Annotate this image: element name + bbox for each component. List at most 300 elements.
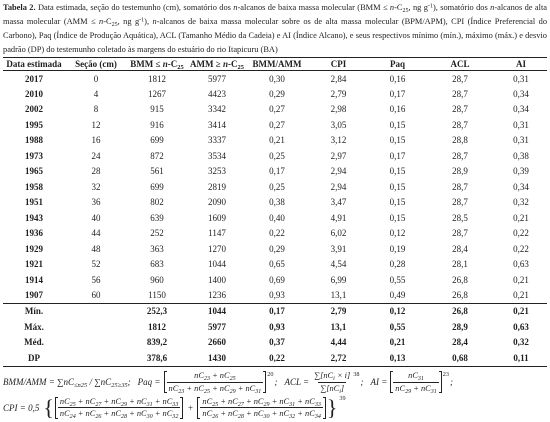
- value-cell: 0,21: [269, 135, 285, 146]
- value-cell: 960: [150, 274, 164, 285]
- subscript: 31: [289, 401, 296, 408]
- summary-body: [3, 303, 547, 366]
- data-table: [3, 57, 547, 367]
- value-cell: 28,5: [452, 212, 468, 223]
- text-run: + nC: [127, 409, 147, 418]
- text-run: -alcanos de baixa massa molecular (BMM ≤: [237, 3, 390, 12]
- summary-value: 28,9: [452, 321, 468, 332]
- value-cell: 0,38: [269, 197, 285, 208]
- formula-ai-bracket: [390, 371, 441, 393]
- year-cell: 1951: [25, 197, 43, 208]
- text-run: -C: [103, 17, 112, 26]
- value-cell: 3253: [208, 166, 226, 177]
- summary-value: 0,12: [370, 303, 425, 319]
- bracket-right: [439, 371, 442, 393]
- value-cell: 28,7: [452, 181, 468, 192]
- table-row: [3, 210, 547, 226]
- value-cell: 2,94: [330, 166, 347, 177]
- value-cell: 32: [91, 181, 101, 192]
- value-cell: 0,25: [269, 150, 285, 161]
- summary-label: DP: [3, 350, 65, 366]
- value-cell: 0,22: [513, 243, 529, 254]
- subscript: i: [333, 375, 335, 382]
- summary-value: 0,63: [513, 321, 529, 332]
- year-cell: 1965: [25, 166, 43, 177]
- value-cell: 0,15: [389, 212, 406, 223]
- value-cell: 0,22: [269, 228, 285, 239]
- subscript: 31: [417, 375, 424, 382]
- text-run: -alcanos de baixa massa molecular sobre os de alta massa molecular (BPM/APM), CPI (Índice Preferencial do Carbono), Paq (Índice de Produção Aquática), ACL (Tamanho Médio da Cadeia) e AI (Índice Alcano), e seus respectivos mínimo (mín.), máximo (máx.) e desvio padrão (DP) do testemunho coletado às margens do estuário do rio Itapicuru (BA): [3, 17, 548, 54]
- column-header: [307, 58, 370, 71]
- value-cell: 0,29: [269, 243, 285, 254]
- value-cell: 0,15: [389, 166, 406, 177]
- value-cell: 3342: [208, 104, 226, 115]
- text-run: -C: [394, 3, 403, 12]
- subscript: ≤n25: [73, 381, 88, 389]
- text-run: ∑[nC: [314, 371, 334, 380]
- text-run: + nC: [209, 371, 230, 380]
- fraction-denominator: [167, 382, 264, 394]
- value-cell: 0,65: [269, 259, 285, 270]
- fraction-numerator: [406, 371, 426, 382]
- reference-superscript: 20: [267, 371, 274, 378]
- value-cell: 2,97: [330, 150, 347, 161]
- value-cell: 0,93: [269, 290, 285, 300]
- subscript: 25: [402, 7, 409, 14]
- value-cell: 0,17: [389, 150, 406, 161]
- summary-value: 839,2: [146, 337, 168, 348]
- summary-row: [3, 303, 547, 319]
- value-cell: 0,21: [513, 290, 529, 300]
- text-run: Data estimada: [6, 58, 62, 69]
- italic-run: n: [490, 3, 495, 12]
- value-cell: 28,4: [452, 243, 468, 254]
- value-cell: 28,7: [452, 197, 468, 208]
- value-cell: 1609: [208, 212, 226, 223]
- summary-value: 2660: [208, 337, 226, 348]
- value-cell: 28: [91, 166, 101, 177]
- text-run: + nC: [411, 383, 431, 393]
- value-cell: 44: [91, 228, 101, 239]
- table-caption: [3, 1, 547, 57]
- fraction-numerator: [58, 397, 180, 408]
- fraction-denominator: [200, 407, 322, 419]
- empty-cell: [65, 350, 127, 366]
- text-run: nC: [168, 383, 179, 393]
- value-cell: 699: [150, 135, 164, 146]
- bracket-left: [197, 397, 200, 419]
- reference-superscript: 39: [339, 395, 346, 402]
- value-cell: 1236: [208, 290, 226, 300]
- formula-ai-fraction: [393, 371, 438, 393]
- subscript: 23: [203, 375, 210, 382]
- subscript: 33: [172, 401, 179, 408]
- value-cell: 56: [91, 274, 101, 285]
- text-run: , ng g: [117, 17, 140, 26]
- summary-value: 1044: [187, 303, 247, 319]
- value-cell: 6,99: [330, 274, 347, 285]
- value-cell: 0,40: [269, 212, 285, 223]
- value-cell: 915: [150, 104, 164, 115]
- subscript: i: [339, 388, 341, 395]
- value-cell: 1267: [148, 88, 166, 99]
- value-cell: 1150: [148, 290, 166, 300]
- value-cell: 0,32: [513, 197, 529, 208]
- text-run: -alcanos de alta massa molecular (AMM ≤: [3, 3, 547, 26]
- value-cell: 0,15: [389, 181, 406, 192]
- value-cell: 916: [150, 119, 164, 130]
- table-row: [3, 117, 547, 133]
- text-run: + nC: [101, 409, 121, 418]
- formula-cpi-fraction-2: [200, 397, 322, 419]
- value-cell: 40: [91, 212, 101, 223]
- value-cell: 0,34: [513, 88, 529, 99]
- italic-run: n: [152, 17, 157, 26]
- table-row: [3, 241, 547, 257]
- summary-value: 0,68: [425, 350, 495, 366]
- value-cell: 52: [91, 259, 101, 270]
- text-run: + nC: [184, 383, 204, 393]
- year-cell: 1914: [25, 274, 43, 285]
- summary-value: 252,3: [127, 303, 187, 319]
- text-run: BMM/AMM = ∑nC: [3, 377, 74, 387]
- text-run: ;: [127, 377, 131, 387]
- table-row: [3, 148, 547, 164]
- year-cell: 1943: [25, 212, 43, 223]
- formula-acl-label: ACL =: [284, 377, 310, 387]
- bracket-right: [263, 371, 266, 393]
- year-cell: 1929: [25, 243, 43, 254]
- value-cell: 0,15: [389, 135, 406, 146]
- subscript: 25: [69, 401, 76, 408]
- subscript: 24: [69, 413, 76, 420]
- value-cell: 28,9: [452, 166, 468, 177]
- value-cell: 2,94: [330, 181, 347, 192]
- header-row: [3, 58, 547, 71]
- text-run: + nC: [235, 383, 256, 393]
- text-run: Data estimada, seção do testemunho (cm), somatório dos: [35, 3, 234, 12]
- value-cell: 12: [91, 119, 101, 130]
- text-run: nC: [59, 409, 70, 418]
- bracket-right: [180, 397, 183, 419]
- formula-separator: ;: [449, 377, 453, 387]
- value-cell: 6,02: [330, 228, 347, 239]
- text-run: + nC: [269, 396, 290, 406]
- column-header: [425, 58, 495, 71]
- value-cell: 2,98: [330, 104, 347, 115]
- formula-paq-fraction: [167, 371, 264, 393]
- text-run: nC: [395, 383, 406, 393]
- subscript: 33: [314, 401, 321, 408]
- subscript: 25: [237, 63, 244, 71]
- subscript: 32: [289, 413, 296, 420]
- reference-superscript: 38: [353, 371, 360, 378]
- text-run: AI: [515, 58, 526, 69]
- summary-row: [3, 350, 547, 366]
- text-run: + nC: [152, 409, 173, 418]
- text-run: / ∑nC: [87, 377, 112, 387]
- summary-value: 5977: [208, 321, 226, 332]
- text-run: + nC: [127, 396, 147, 406]
- table-row: [3, 86, 547, 102]
- subscript: 31: [146, 401, 153, 408]
- year-cell: 1958: [25, 181, 43, 192]
- value-cell: 0,31: [513, 119, 529, 130]
- value-cell: 2,79: [330, 88, 347, 99]
- table-row: [3, 288, 547, 304]
- summary-value: 1430: [187, 350, 247, 366]
- value-cell: 0,21: [513, 212, 529, 223]
- summary-row: [3, 319, 547, 335]
- summary-value: 0,93: [269, 321, 285, 332]
- summary-label: Máx.: [24, 321, 44, 332]
- text-run: + nC: [243, 396, 264, 406]
- value-cell: 0,69: [269, 274, 285, 285]
- superscript: -1: [139, 17, 145, 24]
- fraction-denominator: [393, 382, 438, 394]
- empty-cell: [65, 335, 127, 351]
- value-cell: 0,15: [389, 197, 406, 208]
- text-run: + nC: [243, 409, 264, 418]
- formula-line-2: [3, 395, 346, 420]
- subscript: 25: [212, 401, 219, 408]
- subscript: 30: [146, 413, 153, 420]
- subscript: 28: [120, 413, 128, 420]
- subscript: 34: [314, 413, 321, 420]
- fraction-numerator: [192, 371, 237, 382]
- year-cell: 1921: [25, 259, 43, 270]
- bracket-left: [55, 397, 58, 419]
- value-cell: 0,34: [513, 104, 529, 115]
- value-cell: 26,8: [452, 274, 468, 285]
- column-header: [247, 58, 307, 71]
- value-cell: 16: [91, 135, 101, 146]
- text-run: nC: [202, 409, 213, 418]
- text-run: + nC: [295, 409, 315, 418]
- year-cell: 1907: [25, 290, 43, 300]
- text-run: ACL: [450, 58, 470, 69]
- italic-run: n: [99, 17, 104, 26]
- table-header: [3, 58, 547, 71]
- summary-value: 0,37: [269, 337, 285, 348]
- value-cell: 26,8: [452, 290, 468, 300]
- text-run: , ng g: [408, 3, 428, 12]
- empty-cell: [65, 319, 127, 335]
- text-run: BMM ≤: [130, 58, 163, 69]
- text-run: nC: [202, 396, 213, 406]
- value-cell: 0,63: [513, 259, 529, 270]
- value-cell: 28,7: [452, 73, 468, 84]
- subscript: 29: [405, 388, 412, 395]
- value-cell: 0,38: [513, 150, 529, 161]
- text-run: ),: [144, 17, 153, 26]
- text-run: + nC: [295, 396, 315, 406]
- summary-value: 0,22: [247, 350, 307, 366]
- bracket-right: [323, 397, 326, 419]
- value-cell: 683: [150, 259, 164, 270]
- value-cell: 2819: [208, 181, 226, 192]
- value-cell: 48: [91, 243, 101, 254]
- value-cell: 28,7: [452, 228, 468, 239]
- subscript: 29: [229, 388, 236, 395]
- text-run: Paq: [389, 58, 405, 69]
- formula-cpi-fraction-1: [58, 397, 180, 419]
- value-cell: 0,28: [389, 259, 406, 270]
- value-cell: 3414: [208, 119, 226, 130]
- summary-value: 2,79: [307, 303, 370, 319]
- text-run: + nC: [218, 396, 238, 406]
- formula-paq-bracket: [164, 371, 267, 393]
- value-cell: 0: [93, 73, 99, 84]
- column-header: [127, 58, 187, 71]
- formula-notes: [3, 369, 547, 421]
- formula-bmm-amm: [3, 377, 131, 387]
- reference-superscript: 23: [442, 371, 449, 378]
- text-run: + nC: [152, 396, 173, 406]
- value-cell: 5977: [208, 73, 226, 84]
- value-cell: 0,15: [389, 119, 406, 130]
- fraction-numerator: [200, 397, 322, 408]
- subscript: 23: [178, 388, 185, 395]
- text-run: + nC: [269, 409, 290, 418]
- subscript: 29: [120, 401, 128, 408]
- formula-acl-fraction: [312, 371, 352, 393]
- value-cell: 0,31: [513, 135, 529, 146]
- brace-close: }: [326, 394, 338, 420]
- subscript: 29: [263, 401, 270, 408]
- value-cell: 2090: [208, 197, 226, 208]
- value-cell: 4423: [208, 88, 226, 99]
- value-cell: 872: [150, 150, 164, 161]
- value-cell: 1812: [148, 73, 166, 84]
- value-cell: 0,12: [389, 228, 406, 239]
- text-run: + nC: [101, 396, 121, 406]
- text-run: Seção (cm): [75, 58, 117, 69]
- text-run: + nC: [75, 396, 96, 406]
- text-run: ]: [340, 383, 345, 393]
- formula-cpi-bracket-1: [55, 397, 183, 419]
- value-cell: 1400: [208, 274, 226, 285]
- fraction-denominator: [58, 407, 180, 419]
- table-row: [3, 71, 547, 87]
- value-cell: 0,34: [513, 181, 529, 192]
- subscript: 26: [212, 413, 219, 420]
- value-cell: 0,39: [513, 166, 529, 177]
- value-cell: 60: [91, 290, 101, 300]
- summary-label: Méd.: [24, 337, 44, 348]
- value-cell: 4,54: [330, 259, 347, 270]
- formula-paq-label: Paq =: [137, 377, 161, 387]
- summary-value: 0,55: [389, 321, 406, 332]
- text-run: + nC: [209, 383, 230, 393]
- value-cell: 36: [91, 197, 101, 208]
- subscript: 32: [172, 413, 179, 420]
- value-cell: 1147: [208, 228, 226, 239]
- subscript: 31: [255, 388, 262, 395]
- value-cell: 802: [150, 197, 164, 208]
- value-cell: 0,25: [269, 181, 285, 192]
- value-cell: 1270: [208, 243, 226, 254]
- subscript: 31: [430, 388, 437, 395]
- bracket-left: [164, 371, 167, 393]
- text-run: -C: [167, 58, 178, 69]
- value-cell: 3534: [208, 150, 226, 161]
- summary-value: 28,4: [452, 337, 468, 348]
- year-cell: 2017: [25, 73, 43, 84]
- value-cell: 0,22: [513, 228, 529, 239]
- value-cell: 699: [150, 181, 164, 192]
- table-row: [3, 195, 547, 211]
- text-run: ), somatório dos: [432, 3, 491, 12]
- formula-cpi-label: CPI = 0,5: [3, 402, 40, 413]
- table-row: [3, 102, 547, 118]
- value-cell: 28,1: [452, 259, 468, 270]
- formula-ai-label: AI =: [370, 377, 388, 387]
- column-header: [495, 58, 547, 71]
- formula-separator: ;: [360, 377, 364, 387]
- italic-run: n: [162, 58, 168, 69]
- value-cell: 3337: [208, 135, 226, 146]
- value-cell: 0,27: [269, 104, 285, 115]
- table-row: [3, 133, 547, 149]
- column-header: [370, 58, 425, 71]
- value-cell: 1044: [208, 259, 226, 270]
- subscript: 25: [111, 21, 118, 28]
- subscript: 30: [263, 413, 270, 420]
- summary-value: 0,21: [389, 337, 406, 348]
- value-cell: 0,17: [269, 166, 285, 177]
- table-row: [3, 272, 547, 288]
- value-cell: 0,29: [269, 88, 285, 99]
- value-cell: 13,1: [330, 290, 347, 300]
- value-cell: 0,49: [389, 290, 406, 300]
- italic-run: n: [233, 3, 238, 12]
- text-run: nC: [59, 396, 70, 406]
- summary-value: 4,44: [330, 337, 347, 348]
- formula-line-1: [3, 371, 460, 393]
- subscript: 25: [177, 63, 184, 71]
- subscript: 27: [237, 401, 244, 408]
- empty-cell: [65, 303, 127, 319]
- summary-value: 378,6: [127, 350, 187, 366]
- text-run: nC: [408, 371, 418, 380]
- summary-label: Mín.: [3, 303, 65, 319]
- subscript: 27: [95, 401, 102, 408]
- subscript: 25≥35: [111, 381, 128, 389]
- formula-cpi-bracket-2: [197, 397, 325, 419]
- table-row: [3, 257, 547, 273]
- summary-value: 1812: [148, 321, 166, 332]
- summary-value: 0,21: [495, 303, 547, 319]
- value-cell: 3,91: [330, 243, 347, 254]
- subscript: 28: [237, 413, 244, 420]
- summary-value: 26,8: [425, 303, 495, 319]
- year-cell: 2002: [25, 104, 43, 115]
- text-run: AMM ≥: [190, 58, 223, 69]
- value-cell: 0,19: [389, 243, 406, 254]
- summary-row: [3, 335, 547, 351]
- text-run: CPI: [330, 58, 347, 69]
- value-cell: 28,8: [452, 135, 468, 146]
- text-run: BMM/AMM: [252, 58, 302, 69]
- subscript: 26: [95, 413, 102, 420]
- value-cell: 24: [91, 150, 101, 161]
- value-cell: 8: [93, 104, 99, 115]
- value-cell: 28,7: [452, 88, 468, 99]
- superscript: -1: [427, 3, 433, 10]
- subscript: 25: [229, 375, 236, 382]
- column-header: [3, 58, 65, 71]
